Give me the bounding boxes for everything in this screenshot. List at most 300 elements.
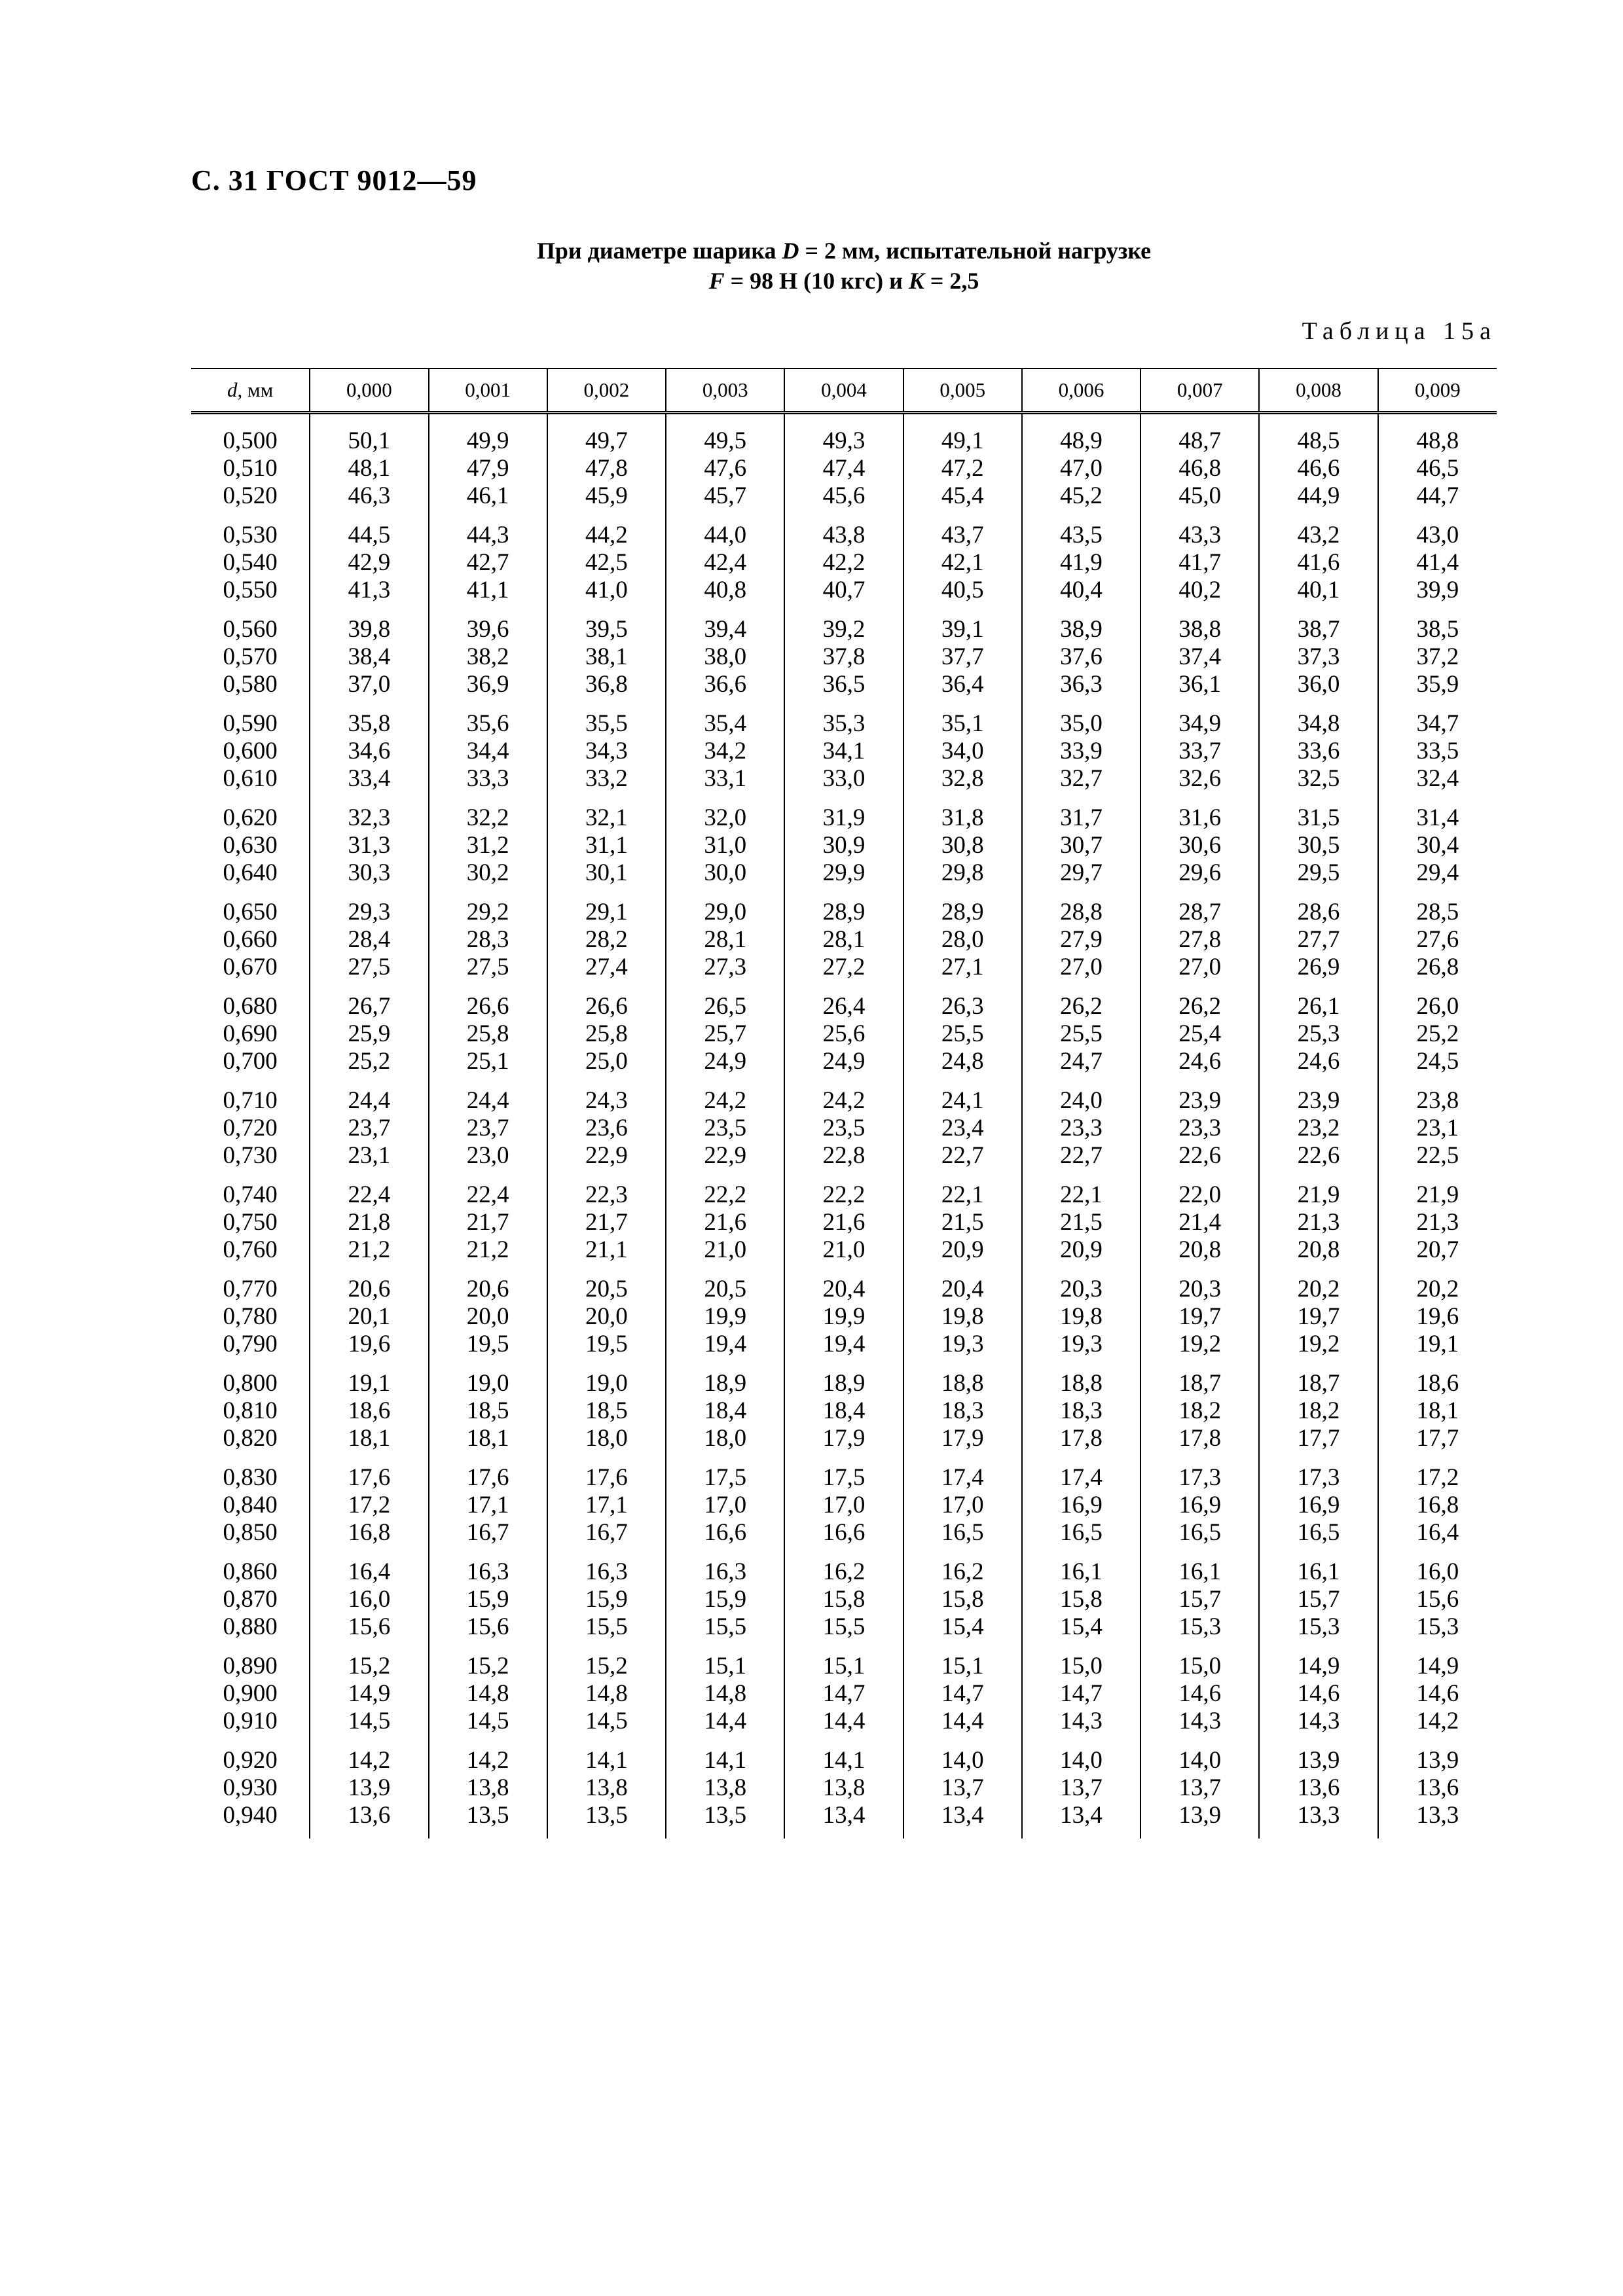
spacer-cell bbox=[1378, 1641, 1497, 1653]
cell-value: 15,8 bbox=[784, 1586, 903, 1613]
cell-d: 0,820 bbox=[223, 1425, 278, 1452]
cell-value: 28,2 bbox=[547, 926, 666, 954]
cell-value: 37,4 bbox=[1140, 643, 1259, 671]
cell-value: 13,3 bbox=[1259, 1802, 1377, 1839]
spacer-cell bbox=[1140, 887, 1259, 899]
cell-d: 0,910 bbox=[223, 1708, 278, 1734]
cell-value: 15,0 bbox=[1022, 1653, 1140, 1680]
cell-value: 16,7 bbox=[429, 1519, 547, 1547]
cell-value: 14,9 bbox=[1259, 1653, 1377, 1680]
cell-value: 39,5 bbox=[547, 616, 666, 643]
spacer-cell bbox=[1022, 1170, 1140, 1181]
table-row bbox=[191, 926, 1497, 954]
cell-value: 19,8 bbox=[903, 1303, 1022, 1331]
spacer-cell bbox=[1022, 698, 1140, 710]
cell-value: 33,1 bbox=[666, 765, 784, 793]
cell-value: 14,5 bbox=[429, 1708, 547, 1735]
cell-value: 27,4 bbox=[547, 954, 666, 981]
cell-value: 13,8 bbox=[666, 1774, 784, 1802]
cell-d: 0,560 bbox=[223, 616, 278, 643]
cell-value: 14,3 bbox=[1022, 1708, 1140, 1735]
spacer-cell bbox=[784, 1264, 903, 1276]
cell-value: 35,5 bbox=[547, 710, 666, 738]
cell-value: 27,1 bbox=[903, 954, 1022, 981]
cell-value: 13,8 bbox=[547, 1774, 666, 1802]
table-row bbox=[191, 993, 1497, 1020]
cell-value: 24,4 bbox=[310, 1087, 428, 1115]
cell-value: 17,0 bbox=[784, 1492, 903, 1519]
header-col: 0,002 bbox=[547, 368, 666, 413]
cell-value: 24,1 bbox=[903, 1087, 1022, 1115]
cell-value: 21,0 bbox=[666, 1236, 784, 1264]
cell-value: 46,5 bbox=[1378, 455, 1497, 482]
title-text: = 2,5 bbox=[924, 268, 979, 294]
cell-value: 28,1 bbox=[666, 926, 784, 954]
cell-value: 46,3 bbox=[310, 482, 428, 510]
cell-value: 13,6 bbox=[1378, 1774, 1497, 1802]
spacer-cell bbox=[1022, 1075, 1140, 1087]
cell-value: 25,8 bbox=[429, 1020, 547, 1048]
cell-value: 24,2 bbox=[784, 1087, 903, 1115]
spacer-cell bbox=[1259, 1547, 1377, 1558]
cell-d: 0,740 bbox=[223, 1181, 278, 1208]
group-spacer bbox=[191, 1735, 1497, 1747]
spacer-cell bbox=[429, 1735, 547, 1747]
cell-value: 16,7 bbox=[547, 1519, 666, 1547]
spacer-cell bbox=[903, 1170, 1022, 1181]
spacer-cell bbox=[1259, 1452, 1377, 1464]
cell-value: 20,4 bbox=[903, 1276, 1022, 1303]
spacer-cell bbox=[191, 1358, 310, 1370]
spacer-cell bbox=[1140, 698, 1259, 710]
cell-value: 20,6 bbox=[429, 1276, 547, 1303]
cell-value: 33,3 bbox=[429, 765, 547, 793]
table-body bbox=[191, 413, 1497, 1839]
cell-value: 46,1 bbox=[429, 482, 547, 510]
spacer-cell bbox=[429, 1641, 547, 1653]
spacer-cell bbox=[666, 510, 784, 522]
cell-value: 27,5 bbox=[429, 954, 547, 981]
cell-value: 43,7 bbox=[903, 522, 1022, 549]
cell-value: 29,2 bbox=[429, 899, 547, 926]
cell-value: 39,2 bbox=[784, 616, 903, 643]
cell-value: 43,8 bbox=[784, 522, 903, 549]
cell-value: 13,6 bbox=[1259, 1774, 1377, 1802]
spacer-cell bbox=[903, 698, 1022, 710]
cell-value: 16,5 bbox=[1259, 1519, 1377, 1547]
spacer-cell bbox=[191, 510, 310, 522]
cell-value: 44,3 bbox=[429, 522, 547, 549]
cell-value: 29,4 bbox=[1378, 859, 1497, 887]
cell-value: 13,9 bbox=[1259, 1747, 1377, 1774]
table-row bbox=[191, 954, 1497, 981]
cell-value: 32,8 bbox=[903, 765, 1022, 793]
cell-value: 42,4 bbox=[666, 549, 784, 577]
cell-value: 40,5 bbox=[903, 577, 1022, 604]
cell-value: 19,1 bbox=[1378, 1331, 1497, 1358]
cell-value: 34,1 bbox=[784, 738, 903, 765]
spacer-cell bbox=[784, 981, 903, 993]
cell-value: 42,9 bbox=[310, 549, 428, 577]
cell-value: 23,1 bbox=[310, 1142, 428, 1170]
table-row bbox=[191, 832, 1497, 859]
table-row bbox=[191, 1303, 1497, 1331]
cell-value: 45,0 bbox=[1140, 482, 1259, 510]
group-spacer bbox=[191, 510, 1497, 522]
cell-value: 14,8 bbox=[429, 1680, 547, 1708]
cell-value: 22,0 bbox=[1140, 1181, 1259, 1209]
cell-value: 18,2 bbox=[1259, 1397, 1377, 1425]
spacer-cell bbox=[1378, 1452, 1497, 1464]
cell-value: 14,3 bbox=[1259, 1708, 1377, 1735]
cell-value: 17,1 bbox=[429, 1492, 547, 1519]
cell-value: 25,9 bbox=[310, 1020, 428, 1048]
cell-value: 19,0 bbox=[547, 1370, 666, 1397]
table-row bbox=[191, 1425, 1497, 1452]
cell-value: 18,0 bbox=[547, 1425, 666, 1452]
cell-value: 18,1 bbox=[1378, 1397, 1497, 1425]
cell-d: 0,830 bbox=[223, 1464, 278, 1491]
cell-value: 35,9 bbox=[1378, 671, 1497, 698]
table-row bbox=[191, 549, 1497, 577]
cell-value: 28,3 bbox=[429, 926, 547, 954]
spacer-cell bbox=[191, 1170, 310, 1181]
cell-value: 24,9 bbox=[784, 1048, 903, 1075]
spacer-cell bbox=[1022, 1547, 1140, 1558]
cell-value: 14,6 bbox=[1140, 1680, 1259, 1708]
table-row bbox=[191, 671, 1497, 698]
cell-value: 22,6 bbox=[1140, 1142, 1259, 1170]
cell-value: 35,1 bbox=[903, 710, 1022, 738]
cell-value: 18,6 bbox=[310, 1397, 428, 1425]
spacer-cell bbox=[903, 793, 1022, 804]
cell-value: 22,1 bbox=[1022, 1181, 1140, 1209]
cell-value: 13,9 bbox=[310, 1774, 428, 1802]
cell-value: 23,3 bbox=[1022, 1115, 1140, 1142]
cell-value: 14,1 bbox=[666, 1747, 784, 1774]
cell-value: 36,6 bbox=[666, 671, 784, 698]
spacer-cell bbox=[310, 510, 428, 522]
cell-value: 19,6 bbox=[310, 1331, 428, 1358]
cell-value: 22,3 bbox=[547, 1181, 666, 1209]
header-col: 0,001 bbox=[429, 368, 547, 413]
cell-value: 16,2 bbox=[784, 1558, 903, 1586]
cell-value: 38,0 bbox=[666, 643, 784, 671]
cell-d: 0,900 bbox=[223, 1680, 278, 1707]
cell-value: 17,8 bbox=[1022, 1425, 1140, 1452]
cell-value: 19,4 bbox=[784, 1331, 903, 1358]
cell-value: 23,0 bbox=[429, 1142, 547, 1170]
cell-value: 18,0 bbox=[666, 1425, 784, 1452]
cell-value: 17,7 bbox=[1378, 1425, 1497, 1452]
spacer-cell bbox=[784, 1547, 903, 1558]
cell-value: 20,6 bbox=[310, 1276, 428, 1303]
cell-value: 39,9 bbox=[1378, 577, 1497, 604]
cell-d: 0,620 bbox=[223, 804, 278, 831]
cell-value: 28,9 bbox=[903, 899, 1022, 926]
cell-value: 13,9 bbox=[1378, 1747, 1497, 1774]
cell-value: 25,4 bbox=[1140, 1020, 1259, 1048]
cell-value: 41,1 bbox=[429, 577, 547, 604]
cell-d: 0,870 bbox=[223, 1586, 278, 1613]
cell-value: 14,7 bbox=[903, 1680, 1022, 1708]
table-row bbox=[191, 1331, 1497, 1358]
cell-value: 17,2 bbox=[310, 1492, 428, 1519]
spacer-cell bbox=[1022, 604, 1140, 616]
spacer-cell bbox=[310, 604, 428, 616]
cell-value: 33,5 bbox=[1378, 738, 1497, 765]
cell-value: 45,9 bbox=[547, 482, 666, 510]
group-spacer bbox=[191, 604, 1497, 616]
cell-value: 14,8 bbox=[547, 1680, 666, 1708]
cell-value: 16,6 bbox=[666, 1519, 784, 1547]
spacer-cell bbox=[1140, 1452, 1259, 1464]
cell-value: 17,3 bbox=[1140, 1464, 1259, 1492]
cell-d: 0,880 bbox=[223, 1613, 278, 1640]
cell-value: 24,8 bbox=[903, 1048, 1022, 1075]
spacer-cell bbox=[784, 887, 903, 899]
spacer-cell bbox=[784, 793, 903, 804]
cell-value: 36,5 bbox=[784, 671, 903, 698]
group-spacer bbox=[191, 1641, 1497, 1653]
cell-value: 30,2 bbox=[429, 859, 547, 887]
table-row bbox=[191, 1370, 1497, 1397]
cell-value: 27,0 bbox=[1140, 954, 1259, 981]
cell-value: 22,7 bbox=[903, 1142, 1022, 1170]
title-line-1 bbox=[191, 236, 1497, 266]
spacer-cell bbox=[547, 604, 666, 616]
cell-value: 36,9 bbox=[429, 671, 547, 698]
cell-value: 15,5 bbox=[547, 1613, 666, 1641]
cell-value: 35,0 bbox=[1022, 710, 1140, 738]
spacer-cell bbox=[666, 981, 784, 993]
cell-value: 14,9 bbox=[1378, 1653, 1497, 1680]
spacer-cell bbox=[903, 1075, 1022, 1087]
group-spacer bbox=[191, 698, 1497, 710]
cell-value: 19,6 bbox=[1378, 1303, 1497, 1331]
cell-value: 29,3 bbox=[310, 899, 428, 926]
cell-value: 20,9 bbox=[1022, 1236, 1140, 1264]
cell-value: 16,5 bbox=[903, 1519, 1022, 1547]
cell-value: 21,6 bbox=[666, 1209, 784, 1236]
cell-value: 46,6 bbox=[1259, 455, 1377, 482]
cell-value: 38,9 bbox=[1022, 616, 1140, 643]
cell-value: 40,2 bbox=[1140, 577, 1259, 604]
cell-value: 13,3 bbox=[1378, 1802, 1497, 1839]
spacer-cell bbox=[429, 1358, 547, 1370]
cell-value: 32,3 bbox=[310, 804, 428, 832]
cell-value: 13,4 bbox=[784, 1802, 903, 1839]
cell-value: 14,5 bbox=[310, 1708, 428, 1735]
cell-value: 25,3 bbox=[1259, 1020, 1377, 1048]
cell-value: 17,0 bbox=[903, 1492, 1022, 1519]
cell-value: 16,4 bbox=[1378, 1519, 1497, 1547]
cell-value: 33,0 bbox=[784, 765, 903, 793]
cell-d: 0,890 bbox=[223, 1653, 278, 1679]
table-row bbox=[191, 1115, 1497, 1142]
cell-value: 15,3 bbox=[1259, 1613, 1377, 1641]
spacer-cell bbox=[903, 1358, 1022, 1370]
cell-value: 20,0 bbox=[547, 1303, 666, 1331]
spacer-cell bbox=[1140, 1075, 1259, 1087]
spacer-cell bbox=[784, 1735, 903, 1747]
cell-value: 36,8 bbox=[547, 671, 666, 698]
cell-value: 32,7 bbox=[1022, 765, 1140, 793]
cell-value: 21,1 bbox=[547, 1236, 666, 1264]
spacer-cell bbox=[310, 1264, 428, 1276]
cell-value: 36,1 bbox=[1140, 671, 1259, 698]
cell-value: 47,8 bbox=[547, 455, 666, 482]
spacer-cell bbox=[191, 1452, 310, 1464]
spacer-cell bbox=[429, 698, 547, 710]
cell-value: 15,9 bbox=[547, 1586, 666, 1613]
cell-value: 19,1 bbox=[310, 1370, 428, 1397]
cell-value: 49,9 bbox=[429, 413, 547, 456]
cell-value: 15,7 bbox=[1259, 1586, 1377, 1613]
cell-value: 20,1 bbox=[310, 1303, 428, 1331]
spacer-cell bbox=[1259, 1075, 1377, 1087]
cell-value: 15,8 bbox=[1022, 1586, 1140, 1613]
cell-value: 16,1 bbox=[1022, 1558, 1140, 1586]
cell-value: 38,7 bbox=[1259, 616, 1377, 643]
cell-value: 21,9 bbox=[1259, 1181, 1377, 1209]
cell-value: 35,3 bbox=[784, 710, 903, 738]
table-row bbox=[191, 577, 1497, 604]
cell-value: 34,3 bbox=[547, 738, 666, 765]
cell-value: 20,5 bbox=[666, 1276, 784, 1303]
spacer-cell bbox=[1378, 1547, 1497, 1558]
cell-value: 16,9 bbox=[1140, 1492, 1259, 1519]
cell-value: 18,8 bbox=[1022, 1370, 1140, 1397]
cell-value: 41,6 bbox=[1259, 549, 1377, 577]
table-row bbox=[191, 1087, 1497, 1115]
cell-value: 38,5 bbox=[1378, 616, 1497, 643]
cell-value: 47,9 bbox=[429, 455, 547, 482]
spacer-cell bbox=[666, 1170, 784, 1181]
cell-value: 16,3 bbox=[666, 1558, 784, 1586]
spacer-cell bbox=[1378, 1735, 1497, 1747]
spacer-cell bbox=[784, 1452, 903, 1464]
cell-value: 32,5 bbox=[1259, 765, 1377, 793]
cell-value: 29,6 bbox=[1140, 859, 1259, 887]
header-col: 0,006 bbox=[1022, 368, 1140, 413]
cell-value: 16,8 bbox=[310, 1519, 428, 1547]
cell-value: 38,8 bbox=[1140, 616, 1259, 643]
cell-d: 0,500 bbox=[223, 427, 278, 454]
table-row bbox=[191, 1181, 1497, 1209]
cell-value: 49,1 bbox=[903, 413, 1022, 456]
spacer-cell bbox=[1378, 1264, 1497, 1276]
header-col: 0,003 bbox=[666, 368, 784, 413]
cell-value: 37,2 bbox=[1378, 643, 1497, 671]
cell-value: 14,3 bbox=[1140, 1708, 1259, 1735]
cell-value: 38,4 bbox=[310, 643, 428, 671]
cell-value: 20,7 bbox=[1378, 1236, 1497, 1264]
cell-value: 15,7 bbox=[1140, 1586, 1259, 1613]
cell-value: 38,2 bbox=[429, 643, 547, 671]
cell-value: 14,0 bbox=[903, 1747, 1022, 1774]
spacer-cell bbox=[903, 1452, 1022, 1464]
cell-value: 49,5 bbox=[666, 413, 784, 456]
spacer-cell bbox=[1259, 698, 1377, 710]
spacer-cell bbox=[429, 604, 547, 616]
cell-d: 0,530 bbox=[223, 522, 278, 548]
table-row bbox=[191, 899, 1497, 926]
spacer-cell bbox=[1378, 1170, 1497, 1181]
cell-value: 36,0 bbox=[1259, 671, 1377, 698]
cell-value: 35,8 bbox=[310, 710, 428, 738]
title-line-2 bbox=[191, 266, 1497, 296]
cell-value: 24,3 bbox=[547, 1087, 666, 1115]
cell-value: 14,4 bbox=[903, 1708, 1022, 1735]
cell-value: 19,9 bbox=[784, 1303, 903, 1331]
spacer-cell bbox=[191, 1264, 310, 1276]
cell-value: 20,9 bbox=[903, 1236, 1022, 1264]
cell-value: 14,6 bbox=[1378, 1680, 1497, 1708]
cell-d: 0,930 bbox=[223, 1774, 278, 1801]
spacer-cell bbox=[1259, 793, 1377, 804]
spacer-cell bbox=[666, 793, 784, 804]
cell-value: 42,5 bbox=[547, 549, 666, 577]
spacer-cell bbox=[429, 510, 547, 522]
cell-value: 34,2 bbox=[666, 738, 784, 765]
cell-value: 19,5 bbox=[429, 1331, 547, 1358]
cell-value: 27,9 bbox=[1022, 926, 1140, 954]
cell-value: 19,0 bbox=[429, 1370, 547, 1397]
spacer-cell bbox=[1140, 1170, 1259, 1181]
cell-value: 15,1 bbox=[666, 1653, 784, 1680]
cell-value: 29,1 bbox=[547, 899, 666, 926]
cell-value: 39,6 bbox=[429, 616, 547, 643]
cell-value: 40,4 bbox=[1022, 577, 1140, 604]
spacer-cell bbox=[1140, 604, 1259, 616]
cell-d: 0,710 bbox=[223, 1087, 278, 1114]
table-row bbox=[191, 765, 1497, 793]
cell-value: 20,3 bbox=[1140, 1276, 1259, 1303]
cell-value: 21,2 bbox=[310, 1236, 428, 1264]
spacer-cell bbox=[191, 604, 310, 616]
table-row bbox=[191, 1747, 1497, 1774]
cell-d: 0,570 bbox=[223, 643, 278, 670]
cell-value: 37,7 bbox=[903, 643, 1022, 671]
cell-d: 0,860 bbox=[223, 1558, 278, 1585]
table-row bbox=[191, 1397, 1497, 1425]
cell-value: 15,1 bbox=[903, 1653, 1022, 1680]
spacer-cell bbox=[903, 887, 1022, 899]
spacer-cell bbox=[1022, 1452, 1140, 1464]
spacer-cell bbox=[1259, 604, 1377, 616]
cell-value: 43,3 bbox=[1140, 522, 1259, 549]
cell-value: 17,4 bbox=[1022, 1464, 1140, 1492]
spacer-cell bbox=[1259, 1735, 1377, 1747]
cell-value: 15,5 bbox=[784, 1613, 903, 1641]
cell-value: 15,3 bbox=[1378, 1613, 1497, 1641]
cell-value: 26,6 bbox=[429, 993, 547, 1020]
spacer-cell bbox=[1259, 1264, 1377, 1276]
cell-value: 49,3 bbox=[784, 413, 903, 456]
cell-value: 19,3 bbox=[903, 1331, 1022, 1358]
cell-d: 0,580 bbox=[223, 671, 278, 698]
cell-value: 21,5 bbox=[1022, 1209, 1140, 1236]
spacer-cell bbox=[1022, 981, 1140, 993]
cell-value: 33,9 bbox=[1022, 738, 1140, 765]
cell-value: 19,3 bbox=[1022, 1331, 1140, 1358]
spacer-cell bbox=[1378, 887, 1497, 899]
cell-value: 18,5 bbox=[429, 1397, 547, 1425]
cell-value: 16,6 bbox=[784, 1519, 903, 1547]
cell-value: 48,1 bbox=[310, 455, 428, 482]
cell-value: 15,0 bbox=[1140, 1653, 1259, 1680]
